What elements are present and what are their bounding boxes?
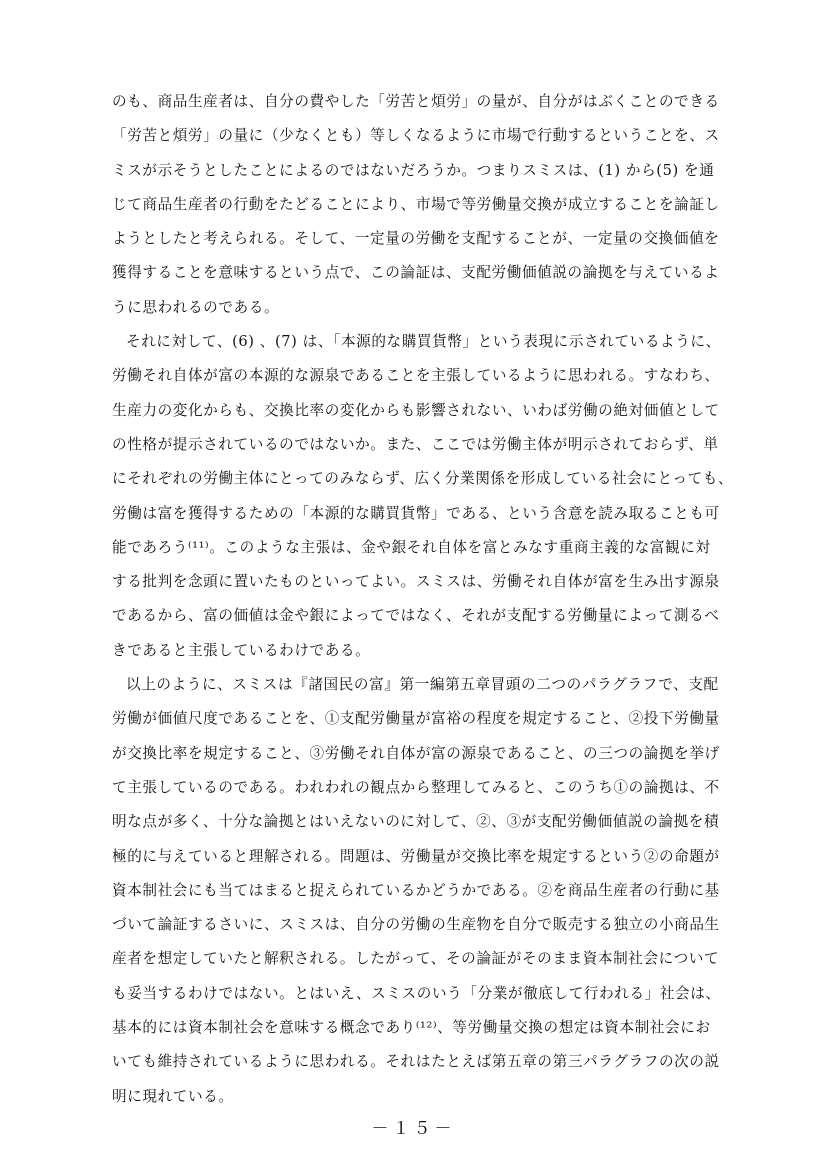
text-line: の性格が提示されているのではないか。また、ここでは労働主体が明示されておらず、単 bbox=[112, 435, 719, 453]
text-line: 極的に与えていると理解される。問題は、労働量が交換比率を規定するという②の命題が bbox=[112, 847, 720, 865]
text-line: 産者を想定していたと解釈される。したがって、その論証がそのまま資本制社会について bbox=[112, 950, 720, 968]
text-line: それに対して、(6) 、(7) は、「本源的な購買貨幣」という表現に示されているように、 bbox=[126, 333, 721, 351]
text-line: のも、商品生産者は、自分の費やした「労苦と煩労」の量が、自分がはぶくことのできる bbox=[112, 93, 720, 110]
text-line: 資本制社会にも当てはまると捉えられているかどうかである。②を商品生産者の行動に基 bbox=[112, 881, 720, 899]
text-line: 労働が価値尺度であることを、①支配労働量が富裕の程度を規定すること、②投下労働量 bbox=[112, 710, 720, 728]
text-line: て主張しているのである。われわれの観点から整理してみると、このうち①の論拠は、不 bbox=[112, 778, 720, 796]
paragraph-1 bbox=[112, 85, 722, 325]
text-line: うに思われるのである。 bbox=[112, 298, 280, 316]
text-line: いても維持されているように思われる。それはたとえば第五章の第三パラグラフの次の説 bbox=[112, 1053, 720, 1071]
body-text bbox=[112, 85, 734, 1114]
text-line: 明に現れている。 bbox=[112, 1087, 234, 1105]
text-line: じて商品生産者の行動をたどることにより、市場で等労働量交換が成立することを論証し bbox=[112, 195, 720, 213]
text-line: ようとしたと考えられる。そして、一定量の労働を支配することが、一定量の交換価値を bbox=[112, 230, 720, 248]
text-line: 基本的には資本制社会を意味する概念であり⁽¹²⁾、等労働量交換の想定は資本制社会にお bbox=[112, 1019, 711, 1037]
text-line: 労働は富を獲得するための「本源的な購買貨幣」である、という含意を読み取ることも可 bbox=[112, 504, 720, 522]
text-line: が交換比率を規定すること、③労働それ自体が富の源泉であること、の三つの論拠を挙げ bbox=[112, 744, 720, 762]
text-line: 「労苦と煩労」の量に（少なくとも）等しくなるように市場で行動するということを、ス bbox=[112, 127, 720, 145]
text-line: 獲得することを意味するという点で、この論証は、支配労働価値説の論拠を与えているよ bbox=[112, 264, 720, 282]
paragraph-2 bbox=[112, 325, 734, 668]
paragraph-3 bbox=[112, 668, 722, 1114]
text-line: にそれぞれの労働主体にとってのみならず、広く分業関係を形成している社会にとっても、 bbox=[112, 470, 734, 488]
text-line: 明な点が多く、十分な論拠とはいえないのに対して、②、③が支配労働価値説の論拠を積 bbox=[112, 813, 720, 831]
text-line: 能であろう⁽¹¹⁾。このような主張は、金や銀それ自体を富とみなす重商主義的な富観に対 bbox=[112, 538, 711, 556]
text-line: ミスが示そうとしたことによるのではないだろうか。つまりスミスは、(1) から(5) を通 bbox=[112, 161, 715, 179]
text-line: 労働それ自体が富の本源的な源泉であることを主張しているように思われる。すなわち、 bbox=[112, 367, 720, 385]
text-line: も妥当するわけではない。とはいえ、スミスのいう「分業が徹底して行われる」社会は、 bbox=[112, 984, 721, 1002]
text-line: する批判を念頭に置いたものといってよい。スミスは、労働それ自体が富を生み出す源泉 bbox=[112, 573, 720, 591]
text-line: 以上のように、スミスは『諸国民の富』第一編第五章冒頭の二つのパラグラフで、支配 bbox=[126, 676, 719, 694]
page-number: －１５－ bbox=[371, 1119, 456, 1139]
text-line: きであると主張しているわけである。 bbox=[112, 641, 371, 659]
text-line: づいて論証するさいに、スミスは、自分の労働の生産物を自分で販売する独立の小商品生 bbox=[112, 916, 720, 934]
text-line: 生産力の変化からも、交換比率の変化からも影響されない、いわば労働の絶対価値として bbox=[112, 401, 720, 419]
text-line: であるから、富の価値は金や銀によってではなく、それが支配する労働量によって測るべ bbox=[112, 607, 720, 625]
